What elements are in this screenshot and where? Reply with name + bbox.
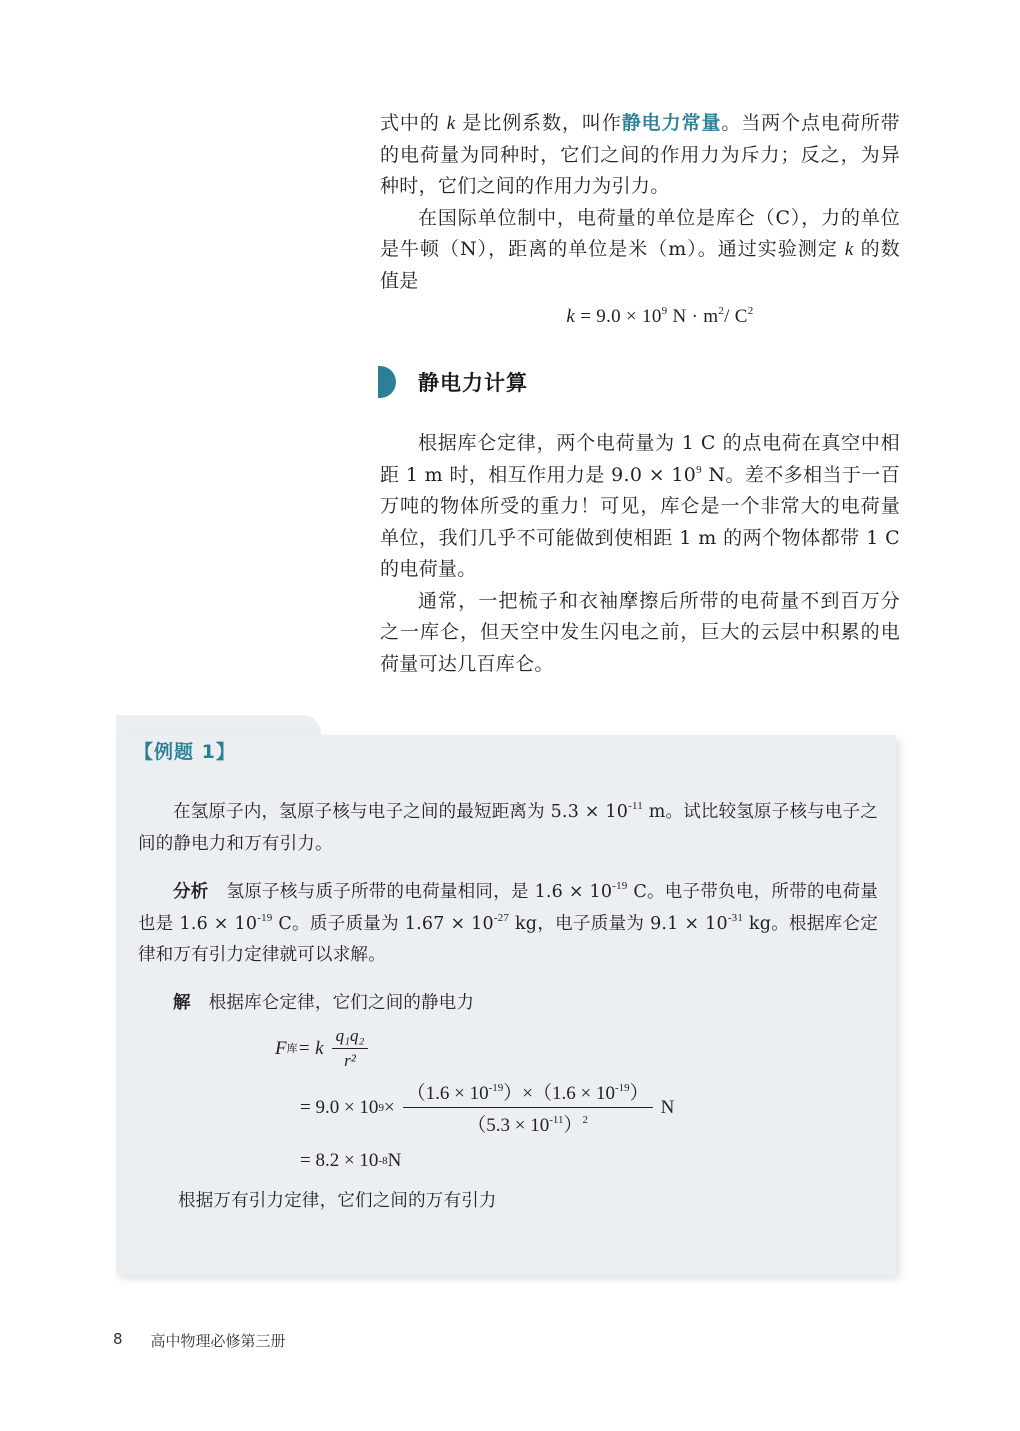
- example-analysis: 分析 氢原子核与质子所带的电荷量相同，是 $1.6 \times 10^{-19}$ C。电子带负电，所带的电荷量也是 $1.6 \times 10^{-19}$ C。质子质量为 $1.67 \times 10^{-27}$ kg，电子质量为 $9.1 \times 10^{-31}$ kg。根据库仑定律和万有引力定律就可以求解。: [138, 880, 879, 965]
- section-paragraph-2: 通常，一把梳子和衣袖摩擦后所带的电荷量不到百万分之一库仑，但天空中发生闪电之前，巨大的云层中积累的电荷量可达几百库仑。: [380, 589, 900, 675]
- k-value-formula: $k = 9.0 \times 10^9$ $N \cdot m^2/$ $C^2$: [566, 305, 754, 327]
- intro-text: [380, 108, 900, 333]
- intro-paragraph-2: 在国际单位制中，电荷量的单位是库仑（C），力的单位是牛顿（N），距离的单位是米（m）。通过实验测定 k 的数值是: [380, 206, 900, 292]
- coulomb-force-result: = 8.2 × 10 -8 N: [300, 1150, 402, 1171]
- section-heading: [378, 366, 528, 398]
- book-title: 高中物理必修第三册: [150, 1332, 286, 1350]
- analysis-label: 分析: [173, 882, 209, 902]
- coulomb-force-formula: F 库 = k $\frac{\text{q₁q₂}}{\text{r²}}$: [275, 1026, 376, 1071]
- section-title: 静电力计算: [418, 371, 528, 395]
- intro-paragraph-1: 式中的 k 是比例系数，叫作静电力常量。当两个点电荷所带的电荷量为同种时，它们之间的作用力为斥力；反之，为异种时，它们之间的作用力为引力。: [380, 112, 900, 197]
- section-paragraph-1: 根据库仑定律，两个电荷量为 1 C 的点电荷在真空中相距 1 m 时，相互作用力是 $9.0 \times 10^9$ N。差不多相当于一百万吨的物体所受的重力！可见，库仑是一个非常大的电荷量单位，我们几乎不可能做到使相距 1 m 的两个物体都带 1 C 的电荷量。: [380, 432, 900, 580]
- solution-label: 解: [173, 993, 191, 1013]
- example-gravity-intro: 根据万有引力定律，它们之间的万有引力: [178, 1191, 497, 1211]
- page-footer: [113, 1330, 286, 1351]
- example-question: 在氢原子内，氢原子核与电子之间的最短距离为 $5.3 \times 10^{-11}$ m。试比较氢原子核与电子之间的静电力和万有引力。: [138, 800, 878, 854]
- section-marker-icon: [378, 366, 396, 398]
- page-number: 8: [113, 1330, 123, 1348]
- example-solution-intro: 解 根据库仑定律，它们之间的静电力: [173, 993, 475, 1013]
- coulomb-force-substitution: = 9.0 × 10 9 × $\frac{(1.6 \times 10^{-19})\times(1.6 \times 10^{-19})}{(5.3 \times 10^{-11})^2}$ N: [300, 1078, 674, 1137]
- keyword-electrostatic-constant: 静电力常量: [621, 112, 722, 134]
- example-title: 【例题 1】: [134, 741, 236, 763]
- section-body: [380, 428, 900, 680]
